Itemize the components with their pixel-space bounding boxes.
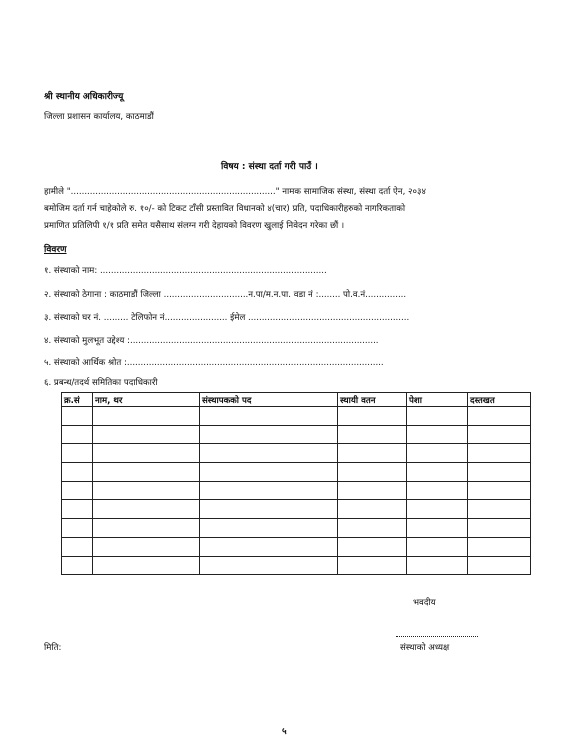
table-cell (468, 519, 531, 538)
header-occupation: पेशा (407, 393, 468, 407)
table-row (62, 500, 531, 519)
header-founder-post: संस्थापकको पद (200, 393, 338, 407)
addressee-line1: श्री स्थानीय अधिकारीज्यू (44, 92, 124, 102)
header-name: नाम, थर (93, 393, 200, 407)
table-cell (338, 500, 407, 519)
table-cell (338, 556, 407, 575)
table-cell (200, 481, 338, 500)
field-org-objective: ४. संस्थाको मुलभूत उद्देश्य :........................................................................................... (44, 336, 379, 346)
table-cell (200, 500, 338, 519)
field-org-name: १. संस्थाको नाम: ................................................................................... (44, 266, 327, 276)
signature-label: संस्थाको अध्यक्ष (400, 643, 450, 653)
table-cell (62, 556, 93, 575)
table-cell (407, 500, 468, 519)
table-row (62, 425, 531, 444)
body-line-1 (44, 185, 426, 197)
table-cell (407, 407, 468, 426)
table-cell (338, 463, 407, 482)
field-org-address: २. संस्थाको ठेगाना : काठमाडौं जिल्ला ...............................न.पा/म.न.पा. वडा नं :........ पो.व.नं............... (44, 290, 407, 300)
details-heading: विवरण (44, 245, 67, 255)
table-cell (407, 425, 468, 444)
closing-regards: भवदीय (413, 598, 436, 608)
table-cell (338, 407, 407, 426)
field-committee-title: ६. प्रबन्ध/तदर्थ समितिका पदाधिकारी (44, 378, 158, 388)
table-cell (200, 444, 338, 463)
table-cell (407, 463, 468, 482)
table-cell (338, 444, 407, 463)
table-cell (62, 463, 93, 482)
table-cell (93, 500, 200, 519)
subject-line: विषय : संस्था दर्ता गरी पाउँ । (221, 162, 318, 172)
table-cell (200, 407, 338, 426)
table-cell (62, 407, 93, 426)
table-cell (468, 425, 531, 444)
body-line-1-start: हामीले " (44, 187, 71, 197)
table-cell (407, 519, 468, 538)
body-line-1-end: " नामक सामाजिक संस्था, संस्था दर्ता ऐन, २०३४ (275, 187, 426, 197)
table-cell (62, 500, 93, 519)
table-cell (468, 537, 531, 556)
table-cell (468, 463, 531, 482)
table-cell (93, 463, 200, 482)
body-line-2: बमोजिम दर्ता गर्न चाहेकोले रु. १०/- को टिकट टाँसी प्रस्तावित विधानको ४(चार) प्रति, पदाधिकारीहरुको नागरिकताको (44, 204, 406, 214)
table-cell (338, 425, 407, 444)
header-serial: क्र.सं (62, 393, 93, 407)
addressee-line2: जिल्ला प्रशासन कार्यालय, काठमाडौं (44, 112, 154, 122)
table-cell (200, 463, 338, 482)
date-label: मिति: (44, 643, 62, 653)
table-row (62, 463, 531, 482)
table-cell (200, 425, 338, 444)
table-cell (468, 481, 531, 500)
table-row (62, 481, 531, 500)
table-cell (62, 444, 93, 463)
table-cell (62, 519, 93, 538)
table-cell (200, 556, 338, 575)
body-line-1-dots: ........................................................................... (70, 187, 276, 197)
committee-table-header (62, 393, 531, 407)
table-cell (93, 444, 200, 463)
table-cell (338, 519, 407, 538)
header-permanent-address: स्थायी वतन (338, 393, 407, 407)
table-cell (62, 481, 93, 500)
table-cell (62, 425, 93, 444)
table-row (62, 519, 531, 538)
table-cell (407, 444, 468, 463)
table-row (62, 407, 531, 426)
table-cell (338, 537, 407, 556)
table-cell (62, 537, 93, 556)
table-cell (338, 481, 407, 500)
table-cell (407, 481, 468, 500)
committee-table (61, 392, 531, 575)
table-cell (468, 556, 531, 575)
field-org-funding: ५. संस्थाको आर्थिक श्रोत :.............................................................................................. (44, 358, 384, 368)
table-cell (468, 407, 531, 426)
table-cell (468, 500, 531, 519)
table-cell (93, 407, 200, 426)
page-number: ५ (282, 727, 287, 737)
table-row (62, 556, 531, 575)
header-signature: दस्तखत (468, 393, 531, 407)
body-line-3: प्रमाणित प्रतिलिपी १/१ प्रति समेत यसैसाथ संलग्न गरी देहायको विवरण खुलाई निवेदन गरेका छौं । (44, 221, 345, 231)
table-cell (93, 556, 200, 575)
table-cell (407, 537, 468, 556)
field-org-contact: ३. संस्थाको घर नं. ......... टेलिफोन नं....................... ईमेल ........................................................... (44, 313, 410, 323)
table-cell (200, 519, 338, 538)
table-cell (468, 444, 531, 463)
signature-dotted-line (396, 636, 478, 637)
table-row (62, 444, 531, 463)
table-cell (407, 556, 468, 575)
table-cell (93, 481, 200, 500)
table-cell (200, 537, 338, 556)
table-cell (93, 519, 200, 538)
table-cell (93, 537, 200, 556)
table-cell (93, 425, 200, 444)
table-row (62, 537, 531, 556)
